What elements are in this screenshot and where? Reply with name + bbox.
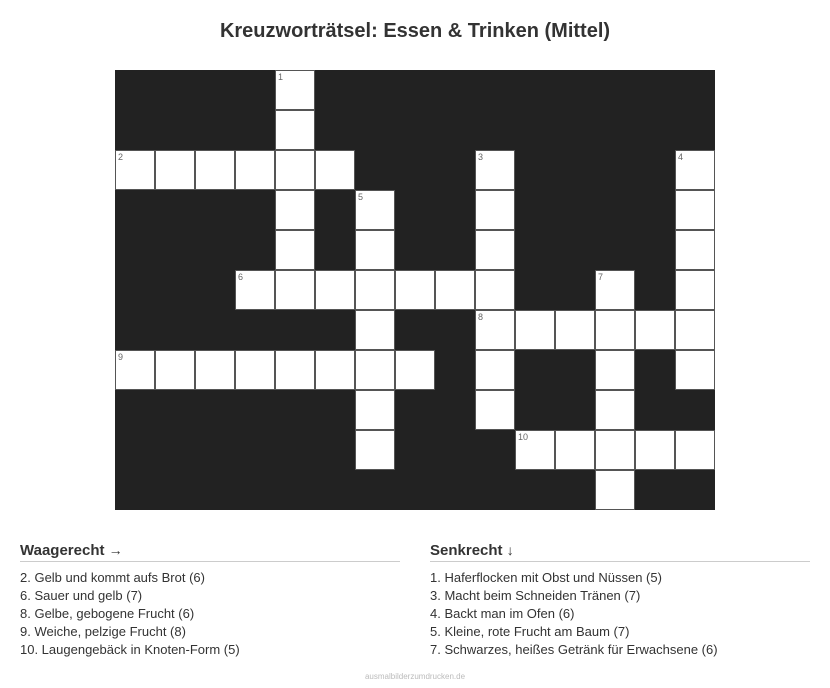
- grid-cell-r9-c6[interactable]: [355, 430, 395, 470]
- grid-cell-r2-c1[interactable]: [155, 150, 195, 190]
- grid-cell-r7-c5[interactable]: [315, 350, 355, 390]
- grid-cell-r7-c12[interactable]: [595, 350, 635, 390]
- clue-across-6: 6. Sauer und gelb (7): [20, 588, 143, 603]
- clue-down-4: 4. Backt man im Ofen (6): [430, 606, 575, 621]
- across-heading: [20, 542, 400, 562]
- clue-number: 9: [118, 352, 124, 362]
- page-title: Kreuzworträtsel: Essen & Trinken (Mittel): [219, 20, 611, 42]
- grid-cell-r3-c14[interactable]: [675, 190, 715, 230]
- clue-across-8: 8. Gelbe, gebogene Frucht (6): [20, 606, 195, 621]
- clue-number: 1: [278, 72, 284, 82]
- clue-number: 6: [238, 272, 244, 282]
- grid-cell-r9-c11[interactable]: [555, 430, 595, 470]
- grid-cell-r2-c2[interactable]: [195, 150, 235, 190]
- grid-cell-r4-c4[interactable]: [275, 230, 315, 270]
- clue-number: 10: [518, 432, 529, 442]
- grid-cell-r2-c0[interactable]: [115, 150, 155, 190]
- clue-number: 5: [358, 192, 364, 202]
- clue-number: 8: [478, 312, 484, 322]
- down-heading-label: Senkrecht: [430, 542, 503, 559]
- grid-cell-r7-c0[interactable]: [115, 350, 155, 390]
- grid-cell-r3-c9[interactable]: [475, 190, 515, 230]
- right-arrow-icon: →: [108, 542, 123, 558]
- crossword-grid: [115, 70, 715, 510]
- grid-cell-r5-c5[interactable]: [315, 270, 355, 310]
- grid-cell-r7-c2[interactable]: [195, 350, 235, 390]
- clue-across-9: 9. Weiche, pelzige Frucht (8): [20, 624, 186, 639]
- grid-cell-r4-c6[interactable]: [355, 230, 395, 270]
- clue-number: 4: [678, 152, 684, 162]
- grid-cell-r9-c12[interactable]: [595, 430, 635, 470]
- grid-cell-r6-c14[interactable]: [675, 310, 715, 350]
- grid-cell-r7-c14[interactable]: [675, 350, 715, 390]
- clue-down-7: 7. Schwarzes, heißes Getränk für Erwachsene (6): [430, 642, 718, 657]
- grid-cell-r6-c11[interactable]: [555, 310, 595, 350]
- grid-cell-r9-c14[interactable]: [675, 430, 715, 470]
- grid-cell-r5-c7[interactable]: [395, 270, 435, 310]
- grid-cell-r4-c9[interactable]: [475, 230, 515, 270]
- clue-down-5: 5. Kleine, rote Frucht am Baum (7): [430, 624, 630, 639]
- grid-cell-r7-c9[interactable]: [475, 350, 515, 390]
- grid-cell-r8-c6[interactable]: [355, 390, 395, 430]
- grid-cell-r5-c8[interactable]: [435, 270, 475, 310]
- grid-cell-r8-c12[interactable]: [595, 390, 635, 430]
- grid-cell-r5-c12[interactable]: [595, 270, 635, 310]
- across-clues-panel: [20, 542, 400, 659]
- grid-cell-r7-c1[interactable]: [155, 350, 195, 390]
- grid-cell-r5-c14[interactable]: [675, 270, 715, 310]
- grid-cell-r2-c4[interactable]: [275, 150, 315, 190]
- grid-cell-r7-c7[interactable]: [395, 350, 435, 390]
- grid-cell-r1-c4[interactable]: [275, 110, 315, 150]
- clue-across-2: 2. Gelb und kommt aufs Brot (6): [20, 570, 205, 585]
- grid-cell-r9-c10[interactable]: [515, 430, 555, 470]
- grid-cell-r6-c13[interactable]: [635, 310, 675, 350]
- across-heading-label: Waagerecht: [20, 542, 105, 559]
- grid-cell-r2-c9[interactable]: [475, 150, 515, 190]
- grid-cell-r6-c9[interactable]: [475, 310, 515, 350]
- down-arrow-icon: ↓: [506, 542, 514, 558]
- clue-down-3: 3. Macht beim Schneiden Tränen (7): [430, 588, 641, 603]
- grid-cell-r5-c9[interactable]: [475, 270, 515, 310]
- grid-cell-r3-c6[interactable]: [355, 190, 395, 230]
- down-clues-panel: [430, 542, 810, 659]
- grid-cell-r7-c6[interactable]: [355, 350, 395, 390]
- grid-cell-r2-c14[interactable]: [675, 150, 715, 190]
- grid-cell-r4-c14[interactable]: [675, 230, 715, 270]
- grid-cell-r9-c13[interactable]: [635, 430, 675, 470]
- grid-cell-r5-c6[interactable]: [355, 270, 395, 310]
- clue-across-10: 10. Laugengebäck in Knoten-Form (5): [20, 642, 240, 657]
- footer-credit: ausmalbilderzumdrucken.de: [364, 672, 466, 681]
- clue-number: 3: [478, 152, 484, 162]
- grid-cell-r5-c3[interactable]: [235, 270, 275, 310]
- grid-cell-r6-c10[interactable]: [515, 310, 555, 350]
- grid-cell-r7-c3[interactable]: [235, 350, 275, 390]
- grid-cell-r0-c4[interactable]: [275, 70, 315, 110]
- grid-cell-r7-c4[interactable]: [275, 350, 315, 390]
- down-heading: [430, 542, 810, 562]
- grid-cell-r6-c6[interactable]: [355, 310, 395, 350]
- grid-cell-r8-c9[interactable]: [475, 390, 515, 430]
- grid-cell-r5-c4[interactable]: [275, 270, 315, 310]
- grid-cell-r6-c12[interactable]: [595, 310, 635, 350]
- grid-cell-r10-c12[interactable]: [595, 470, 635, 510]
- clue-number: 7: [598, 272, 604, 282]
- grid-cell-r2-c3[interactable]: [235, 150, 275, 190]
- grid-cell-r2-c5[interactable]: [315, 150, 355, 190]
- grid-cell-r3-c4[interactable]: [275, 190, 315, 230]
- clue-down-1: 1. Haferflocken mit Obst und Nüssen (5): [430, 570, 662, 585]
- clue-number: 2: [118, 152, 124, 162]
